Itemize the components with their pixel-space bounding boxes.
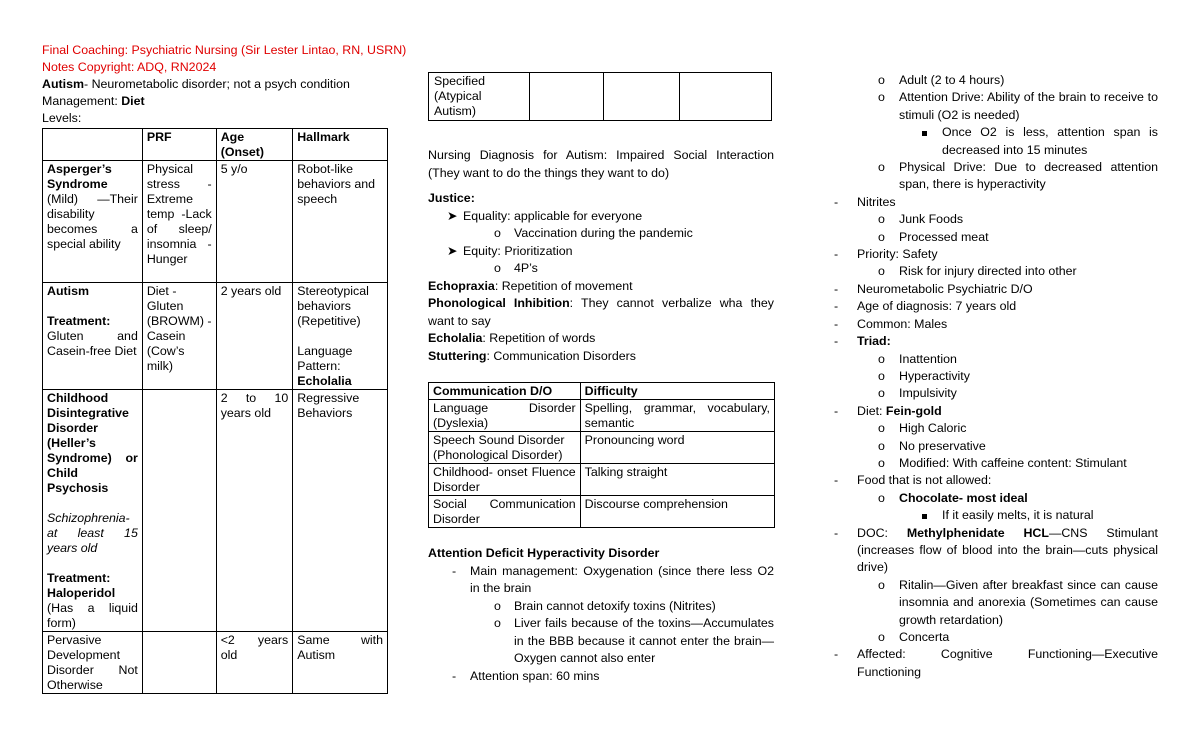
management-line: Management: Diet — [42, 94, 145, 108]
nitrites-item: - Nitrites — [834, 194, 896, 209]
high-caloric-item: o High Caloric — [878, 421, 967, 436]
specified-empty-1 — [529, 73, 603, 121]
pdd-cell: Pervasive Development Disorder Not Otherwise — [43, 632, 143, 694]
asperger-prf: Physical stress -Extreme temp -Lack of sleep/ insomnia -Hunger — [142, 161, 216, 283]
triad-item: - Triad: — [834, 334, 891, 349]
adult-item: o Adult (2 to 4 hours) — [878, 73, 1005, 87]
copyright-line: Notes Copyright: ADQ, RN2024 — [42, 60, 217, 74]
table-header-age: Age (Onset) — [216, 129, 293, 161]
vaccination-item: o Vaccination during the pandemic — [494, 226, 693, 240]
modified-item: o Modified: With caffeine content: Stimulant — [878, 455, 1127, 470]
table-row-asperger — [43, 161, 388, 283]
main-management-item: - Main management: Oxygenation (since there less O2 in the brain — [452, 563, 774, 595]
column-middle — [428, 72, 774, 685]
autism-cell: Autism Treatment: Gluten and Casein-free Diet — [43, 283, 143, 390]
specified-cell: Specified (Atypical Autism) — [429, 73, 530, 121]
table-row-cdd — [43, 390, 388, 632]
doc-item: - DOC: Methylphenidate HCL—CNS Stimulant (increases flow of blood into the brain—cuts physical drive) — [834, 525, 1158, 575]
cdd-age: 2 to 10 years old — [216, 390, 293, 632]
pdd-hallmark: Same with Autism — [293, 632, 388, 694]
junk-food-item: o Junk Foods — [878, 212, 964, 227]
pdd-prf — [142, 632, 216, 694]
comm-row-difficulty: Spelling, grammar, vocabulary, semantic — [580, 400, 774, 432]
diet-item: - Diet: Fein-gold — [834, 403, 942, 418]
levels-label: Levels: — [42, 111, 82, 125]
common-item: - Common: Males — [834, 316, 948, 331]
physical-drive-item: o Physical Drive: Due to decreased attention span, there is hyperactivity — [878, 160, 1158, 192]
comm-header-difficulty: Difficulty — [580, 383, 774, 400]
autism-levels-table — [42, 128, 388, 694]
melts-item: If it easily melts, it is natural — [832, 507, 1158, 524]
attention-drive-item: o Attention Drive: Ability of the brain to receive to stimuli (O2 is needed) — [878, 90, 1158, 122]
comm-row-do: Childhood- onset Fluence Disorder — [429, 464, 581, 496]
risk-item: o Risk for injury directed into other — [878, 264, 1077, 279]
justice-heading: Justice: — [428, 191, 475, 205]
asperger-hallmark: Robot-like behaviors and speech — [293, 161, 388, 283]
echolalia-line: Echolalia: Repetition of words — [428, 331, 596, 345]
not-allowed-item: - Food that is not allowed: — [834, 473, 992, 488]
table-header-hallmark: Hallmark — [293, 129, 388, 161]
communication-table — [428, 382, 775, 528]
table-row-autism — [43, 283, 388, 390]
comm-row-do: Social Communication Disorder — [429, 496, 581, 528]
neurometabolic-item: - Neurometabolic Psychiatric D/O — [834, 281, 1033, 296]
comm-row — [429, 464, 775, 496]
comm-header-row — [429, 383, 775, 400]
nursing-diagnosis: Nursing Diagnosis for Autism: Impaired Social Interaction (They want to do the things they want to do) — [428, 148, 774, 180]
specified-table — [428, 72, 772, 121]
column-right — [832, 72, 1158, 681]
impulsivity-item: o Impulsivity — [878, 386, 957, 401]
specified-empty-3 — [680, 73, 772, 121]
attention-span-item: - Attention span: 60 mins — [452, 668, 600, 683]
inattention-item: o Inattention — [878, 351, 957, 366]
autism-age: 2 years old — [216, 283, 293, 390]
table-header-row — [43, 129, 388, 161]
comm-row-do: Language Disorder (Dyslexia) — [429, 400, 581, 432]
pdd-age: <2 years old — [216, 632, 293, 694]
table-row-pdd — [43, 632, 388, 694]
autism-prf: Diet -Gluten (BROWM) -Casein (Cow’s milk) — [142, 283, 216, 390]
concerta-item: o Concerta — [878, 630, 950, 644]
echopraxia-line: Echopraxia: Repetition of movement — [428, 278, 633, 293]
phonological-line: Phonological Inhibition: They cannot verbalize wha they want to say — [428, 296, 774, 328]
fourp-item: o 4P’s — [494, 261, 538, 275]
adhd-title: Attention Deficit Hyperactivity Disorder — [428, 546, 660, 560]
o2-less-item: Once O2 is less, attention span is decreased into 15 minutes — [832, 124, 1158, 159]
comm-header-do: Communication D/O — [429, 383, 581, 400]
processed-meat-item: o Processed meat — [878, 229, 989, 244]
stuttering-line: Stuttering: Communication Disorders — [428, 348, 636, 363]
comm-row — [429, 400, 775, 432]
table-header-prf: PRF — [142, 129, 216, 161]
comm-row-difficulty: Talking straight — [580, 464, 774, 496]
column-left — [42, 42, 407, 694]
affected-item: - Affected: Cognitive Functioning—Executive Functioning — [834, 647, 1158, 679]
liver-item: o Liver fails because of the toxins—Accumulates in the BBB because it cannot enter the brain—Oxygen cannot also enter — [494, 616, 774, 665]
asperger-age: 5 y/o — [216, 161, 293, 283]
autism-hallmark: Stereotypical behaviors (Repetitive) Language Pattern: Echolalia — [293, 283, 388, 390]
specified-row — [429, 73, 772, 121]
cdd-prf — [142, 390, 216, 632]
equality-item: ➤ Equality: applicable for everyone — [447, 208, 643, 223]
cdd-cell: Childhood Disintegrative Disorder (Heller’s Syndrome) or Child Psychosis Schizophrenia- at least 15 years old Treatment: Haloperidol (Has a liquid form) — [43, 390, 143, 632]
cdd-hallmark: Regressive Behaviors — [293, 390, 388, 632]
table-header-blank — [43, 129, 143, 161]
specified-empty-2 — [603, 73, 680, 121]
chocolate-item: o Chocolate- most ideal — [878, 490, 1028, 505]
comm-row — [429, 496, 775, 528]
comm-row-difficulty: Pronouncing word — [580, 432, 774, 464]
equity-item: ➤ Equity: Prioritization — [447, 243, 573, 258]
hyperactivity-item: o Hyperactivity — [878, 368, 970, 383]
ritalin-item: o Ritalin—Given after breakfast since can cause insomnia and anorexia (Sometimes can cause growth retardation) — [878, 577, 1158, 627]
comm-row-difficulty: Discourse comprehension — [580, 496, 774, 528]
priority-item: - Priority: Safety — [834, 247, 938, 262]
comm-row — [429, 432, 775, 464]
document-title: Final Coaching: Psychiatric Nursing (Sir Lester Lintao, RN, USRN) — [42, 43, 407, 57]
autism-definition: Autism- Neurometabolic disorder; not a psych condition — [42, 77, 350, 91]
comm-row-do: Speech Sound Disorder (Phonological Disorder) — [429, 432, 581, 464]
no-preservative-item: o No preservative — [878, 438, 986, 453]
asperger-cell: Asperger’s Syndrome (Mild) —Their disability becomes a special ability — [43, 161, 143, 283]
detox-item: o Brain cannot detoxify toxins (Nitrites) — [494, 598, 716, 613]
age-diagnosis-item: - Age of diagnosis: 7 years old — [834, 299, 1017, 314]
